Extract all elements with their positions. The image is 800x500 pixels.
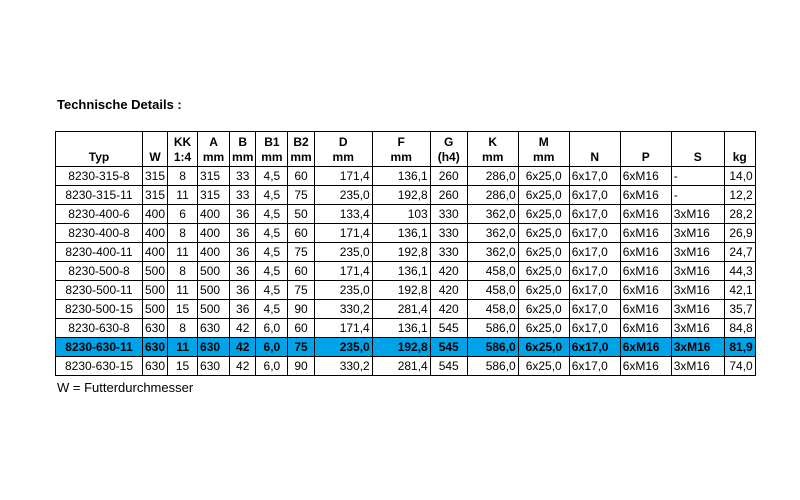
table-cell: 6xM16 <box>620 243 671 262</box>
table-cell: 400 <box>143 243 168 262</box>
column-header-label: F <box>397 135 405 149</box>
table-cell: 6xM16 <box>620 262 671 281</box>
table-cell: 6xM16 <box>620 338 671 357</box>
type-cell: 8230-630-11 <box>56 338 143 357</box>
table-cell: 33 <box>230 186 256 205</box>
table-cell: 84,8 <box>724 319 755 338</box>
table-cell: 6x17,0 <box>569 167 620 186</box>
column-header <box>168 132 198 167</box>
table-cell: 4,5 <box>256 262 288 281</box>
table-cell: 35,7 <box>724 300 755 319</box>
table-cell: 286,0 <box>467 186 518 205</box>
table-cell: 4,5 <box>256 186 288 205</box>
table-cell: 458,0 <box>467 281 518 300</box>
table-cell: 315 <box>198 186 230 205</box>
table-cell: 36 <box>230 300 256 319</box>
column-header-label: K <box>488 135 498 149</box>
table-cell: 586,0 <box>467 357 518 376</box>
table-cell: 171,4 <box>314 319 372 338</box>
table-cell: 260 <box>430 186 467 205</box>
table-cell: 60 <box>288 319 314 338</box>
table-cell: 315 <box>143 186 168 205</box>
table-cell: 330 <box>430 243 467 262</box>
table-cell: 192,8 <box>372 243 430 262</box>
table-cell: 630 <box>143 319 168 338</box>
table-cell: 36 <box>230 262 256 281</box>
table-cell: 8 <box>168 167 198 186</box>
type-cell: 8230-630-8 <box>56 319 143 338</box>
table-cell: 14,0 <box>724 167 755 186</box>
table-cell: 630 <box>198 338 230 357</box>
table-cell: 420 <box>430 300 467 319</box>
table-cell: 3xM16 <box>671 205 724 224</box>
table-cell: 12,2 <box>724 186 755 205</box>
table-row <box>56 224 756 243</box>
table-cell: 6x25,0 <box>518 262 569 281</box>
table-cell: 586,0 <box>467 338 518 357</box>
table-cell: 44,3 <box>724 262 755 281</box>
table-cell: - <box>671 167 724 186</box>
table-cell: 81,9 <box>724 338 755 357</box>
table-row <box>56 205 756 224</box>
table-cell: 6x17,0 <box>569 281 620 300</box>
table-cell: 171,4 <box>314 224 372 243</box>
table-cell: 11 <box>168 338 198 357</box>
column-header-label: mm <box>232 150 254 164</box>
table-body <box>56 167 756 376</box>
table-cell: 6,0 <box>256 357 288 376</box>
table-cell: 6x17,0 <box>569 243 620 262</box>
table-cell: 235,0 <box>314 281 372 300</box>
table-cell: 136,1 <box>372 262 430 281</box>
column-header-label: mm <box>290 150 312 164</box>
table-cell: 192,8 <box>372 338 430 357</box>
column-header-label: mm <box>202 150 225 164</box>
table-cell: 500 <box>198 300 230 319</box>
column-header-label: kg <box>732 150 747 164</box>
footnote: W = Futterdurchmesser <box>57 380 194 395</box>
table-cell: 281,4 <box>372 300 430 319</box>
table-cell: 136,1 <box>372 224 430 243</box>
table-cell: 15 <box>168 357 198 376</box>
column-header-label: Typ <box>88 150 110 164</box>
table-header <box>56 132 756 167</box>
table-cell: 330,2 <box>314 357 372 376</box>
table-cell: 3xM16 <box>671 224 724 243</box>
table-cell: 8 <box>168 319 198 338</box>
type-cell: 8230-400-11 <box>56 243 143 262</box>
table-cell: 42 <box>230 357 256 376</box>
table-cell: 24,7 <box>724 243 755 262</box>
table-cell: 6x17,0 <box>569 224 620 243</box>
page-title: Technische Details : <box>57 97 182 112</box>
table-cell: 4,5 <box>256 281 288 300</box>
column-header <box>198 132 230 167</box>
column-header-label: A <box>209 135 218 149</box>
table-cell: 3xM16 <box>671 262 724 281</box>
column-header-label: B <box>238 135 248 149</box>
table-cell: 3xM16 <box>671 357 724 376</box>
column-header-label: W <box>149 150 161 164</box>
column-header <box>372 132 430 167</box>
table-cell: 420 <box>430 281 467 300</box>
table-cell: 50 <box>288 205 314 224</box>
column-header <box>569 132 620 167</box>
table-cell: 42,1 <box>724 281 755 300</box>
table-cell: 26,9 <box>724 224 755 243</box>
table-cell: 281,4 <box>372 357 430 376</box>
table-cell: 6xM16 <box>620 319 671 338</box>
table-cell: 11 <box>168 243 198 262</box>
table-cell: 42 <box>230 319 256 338</box>
column-header-label: M <box>538 135 549 149</box>
column-header-label: mm <box>332 150 354 164</box>
table-cell: 6x25,0 <box>518 300 569 319</box>
table-cell: 362,0 <box>467 205 518 224</box>
table-cell: 6x25,0 <box>518 243 569 262</box>
table-cell: 6x25,0 <box>518 357 569 376</box>
table-cell: 6x25,0 <box>518 224 569 243</box>
column-header-label: mm <box>261 150 283 164</box>
column-header-label: mm <box>482 150 504 164</box>
column-header-label: N <box>590 150 600 164</box>
column-header <box>620 132 671 167</box>
table-cell: 545 <box>430 357 467 376</box>
table-cell: 6x25,0 <box>518 281 569 300</box>
table-cell: 133,4 <box>314 205 372 224</box>
type-cell: 8230-500-11 <box>56 281 143 300</box>
table-cell: 75 <box>288 281 314 300</box>
type-cell: 8230-400-6 <box>56 205 143 224</box>
column-header-label: B1 <box>264 135 280 149</box>
table-cell: 6xM16 <box>620 205 671 224</box>
table-cell: 500 <box>198 281 230 300</box>
table-cell: 3xM16 <box>671 281 724 300</box>
table-cell: 36 <box>230 243 256 262</box>
table-cell: 6 <box>168 205 198 224</box>
table-cell: 6x17,0 <box>569 262 620 281</box>
table-row <box>56 300 756 319</box>
table-cell: 545 <box>430 338 467 357</box>
column-header <box>671 132 724 167</box>
table-cell: 6xM16 <box>620 357 671 376</box>
table-cell: 6x25,0 <box>518 186 569 205</box>
column-header-label: mm <box>390 150 412 164</box>
table-cell: 90 <box>288 300 314 319</box>
table-cell: 315 <box>143 167 168 186</box>
table-cell: 420 <box>430 262 467 281</box>
column-header <box>288 132 314 167</box>
table-cell: 630 <box>143 338 168 357</box>
column-header-label: mm <box>533 150 555 164</box>
table-cell: 630 <box>198 357 230 376</box>
table-cell: 75 <box>288 186 314 205</box>
table-cell: 8 <box>168 262 198 281</box>
table-cell: 586,0 <box>467 319 518 338</box>
table-cell: 400 <box>198 205 230 224</box>
table-cell: 400 <box>143 205 168 224</box>
table-cell: 33 <box>230 167 256 186</box>
column-header-label: KK <box>173 135 192 149</box>
table-cell: 36 <box>230 281 256 300</box>
column-header <box>230 132 256 167</box>
table-cell: 75 <box>288 243 314 262</box>
table-cell: 630 <box>143 357 168 376</box>
table-cell: 545 <box>430 319 467 338</box>
table-cell: 3xM16 <box>671 338 724 357</box>
table-cell: 42 <box>230 338 256 357</box>
table-cell: 362,0 <box>467 224 518 243</box>
table-cell: 362,0 <box>467 243 518 262</box>
table-cell: 90 <box>288 357 314 376</box>
table-cell: 74,0 <box>724 357 755 376</box>
column-header-label: (h4) <box>437 150 460 164</box>
column-header <box>143 132 168 167</box>
table-cell: 6x17,0 <box>569 205 620 224</box>
table-cell: 4,5 <box>256 243 288 262</box>
table-cell: 60 <box>288 167 314 186</box>
table-cell: 6x17,0 <box>569 300 620 319</box>
column-header-label: S <box>693 150 702 164</box>
column-header <box>724 132 755 167</box>
table-row <box>56 319 756 338</box>
type-cell: 8230-500-15 <box>56 300 143 319</box>
table-row <box>56 243 756 262</box>
table-cell: 11 <box>168 186 198 205</box>
column-header <box>430 132 467 167</box>
column-header <box>518 132 569 167</box>
table-cell: 75 <box>288 338 314 357</box>
type-cell: 8230-400-8 <box>56 224 143 243</box>
table-cell: 6xM16 <box>620 224 671 243</box>
table-cell: 235,0 <box>314 186 372 205</box>
table-cell: 192,8 <box>372 186 430 205</box>
table-cell: 6xM16 <box>620 186 671 205</box>
column-header <box>256 132 288 167</box>
table-cell: 6xM16 <box>620 167 671 186</box>
table-cell: 6xM16 <box>620 281 671 300</box>
table-cell: 500 <box>198 262 230 281</box>
table-cell: 400 <box>198 243 230 262</box>
table-row <box>56 262 756 281</box>
table-cell: 15 <box>168 300 198 319</box>
column-header <box>467 132 518 167</box>
table-cell: 3xM16 <box>671 319 724 338</box>
table-cell: 235,0 <box>314 338 372 357</box>
type-cell: 8230-630-15 <box>56 357 143 376</box>
table-cell: 136,1 <box>372 319 430 338</box>
table-cell: 4,5 <box>256 224 288 243</box>
table-cell: 500 <box>143 300 168 319</box>
table-cell: 6x25,0 <box>518 205 569 224</box>
type-cell: 8230-500-8 <box>56 262 143 281</box>
table-cell: 60 <box>288 224 314 243</box>
table-cell: 3xM16 <box>671 300 724 319</box>
table-cell: 4,5 <box>256 300 288 319</box>
type-cell: 8230-315-11 <box>56 186 143 205</box>
column-header <box>56 132 143 167</box>
table-cell: 330,2 <box>314 300 372 319</box>
table-cell: - <box>671 186 724 205</box>
table-row-highlighted <box>56 338 756 357</box>
table-cell: 6x25,0 <box>518 319 569 338</box>
table-cell: 36 <box>230 224 256 243</box>
table-cell: 400 <box>143 224 168 243</box>
table-cell: 260 <box>430 167 467 186</box>
column-header <box>314 132 372 167</box>
table-cell: 6,0 <box>256 319 288 338</box>
table-cell: 6x25,0 <box>518 338 569 357</box>
table-cell: 6x17,0 <box>569 357 620 376</box>
table-cell: 28,2 <box>724 205 755 224</box>
table-cell: 171,4 <box>314 262 372 281</box>
column-header-label: G <box>444 135 454 149</box>
table-cell: 6x17,0 <box>569 338 620 357</box>
table-cell: 60 <box>288 262 314 281</box>
table-cell: 500 <box>143 262 168 281</box>
table-cell: 458,0 <box>467 300 518 319</box>
table-row <box>56 186 756 205</box>
column-header-label: D <box>338 135 348 149</box>
table-row <box>56 357 756 376</box>
table-cell: 6,0 <box>256 338 288 357</box>
table-cell: 6xM16 <box>620 300 671 319</box>
table-cell: 330 <box>430 205 467 224</box>
table-cell: 458,0 <box>467 262 518 281</box>
table-cell: 315 <box>198 167 230 186</box>
table-cell: 6x25,0 <box>518 167 569 186</box>
table-cell: 500 <box>143 281 168 300</box>
table-cell: 171,4 <box>314 167 372 186</box>
table-cell: 8 <box>168 224 198 243</box>
header-row <box>56 132 756 167</box>
table-cell: 192,8 <box>372 281 430 300</box>
table-cell: 136,1 <box>372 167 430 186</box>
column-header-label: P <box>641 150 650 164</box>
column-header-label: B2 <box>293 135 309 149</box>
table-cell: 4,5 <box>256 205 288 224</box>
table-cell: 6x17,0 <box>569 319 620 338</box>
table-cell: 630 <box>198 319 230 338</box>
table-cell: 103 <box>372 205 430 224</box>
table-cell: 11 <box>168 281 198 300</box>
column-header-label: 1:4 <box>173 150 192 164</box>
table-cell: 4,5 <box>256 167 288 186</box>
table-row <box>56 167 756 186</box>
technical-details-table <box>55 131 756 376</box>
table-cell: 6x17,0 <box>569 186 620 205</box>
table-cell: 400 <box>198 224 230 243</box>
type-cell: 8230-315-8 <box>56 167 143 186</box>
table-cell: 286,0 <box>467 167 518 186</box>
table-row <box>56 281 756 300</box>
table-cell: 3xM16 <box>671 243 724 262</box>
table-cell: 36 <box>230 205 256 224</box>
table-cell: 235,0 <box>314 243 372 262</box>
table-cell: 330 <box>430 224 467 243</box>
